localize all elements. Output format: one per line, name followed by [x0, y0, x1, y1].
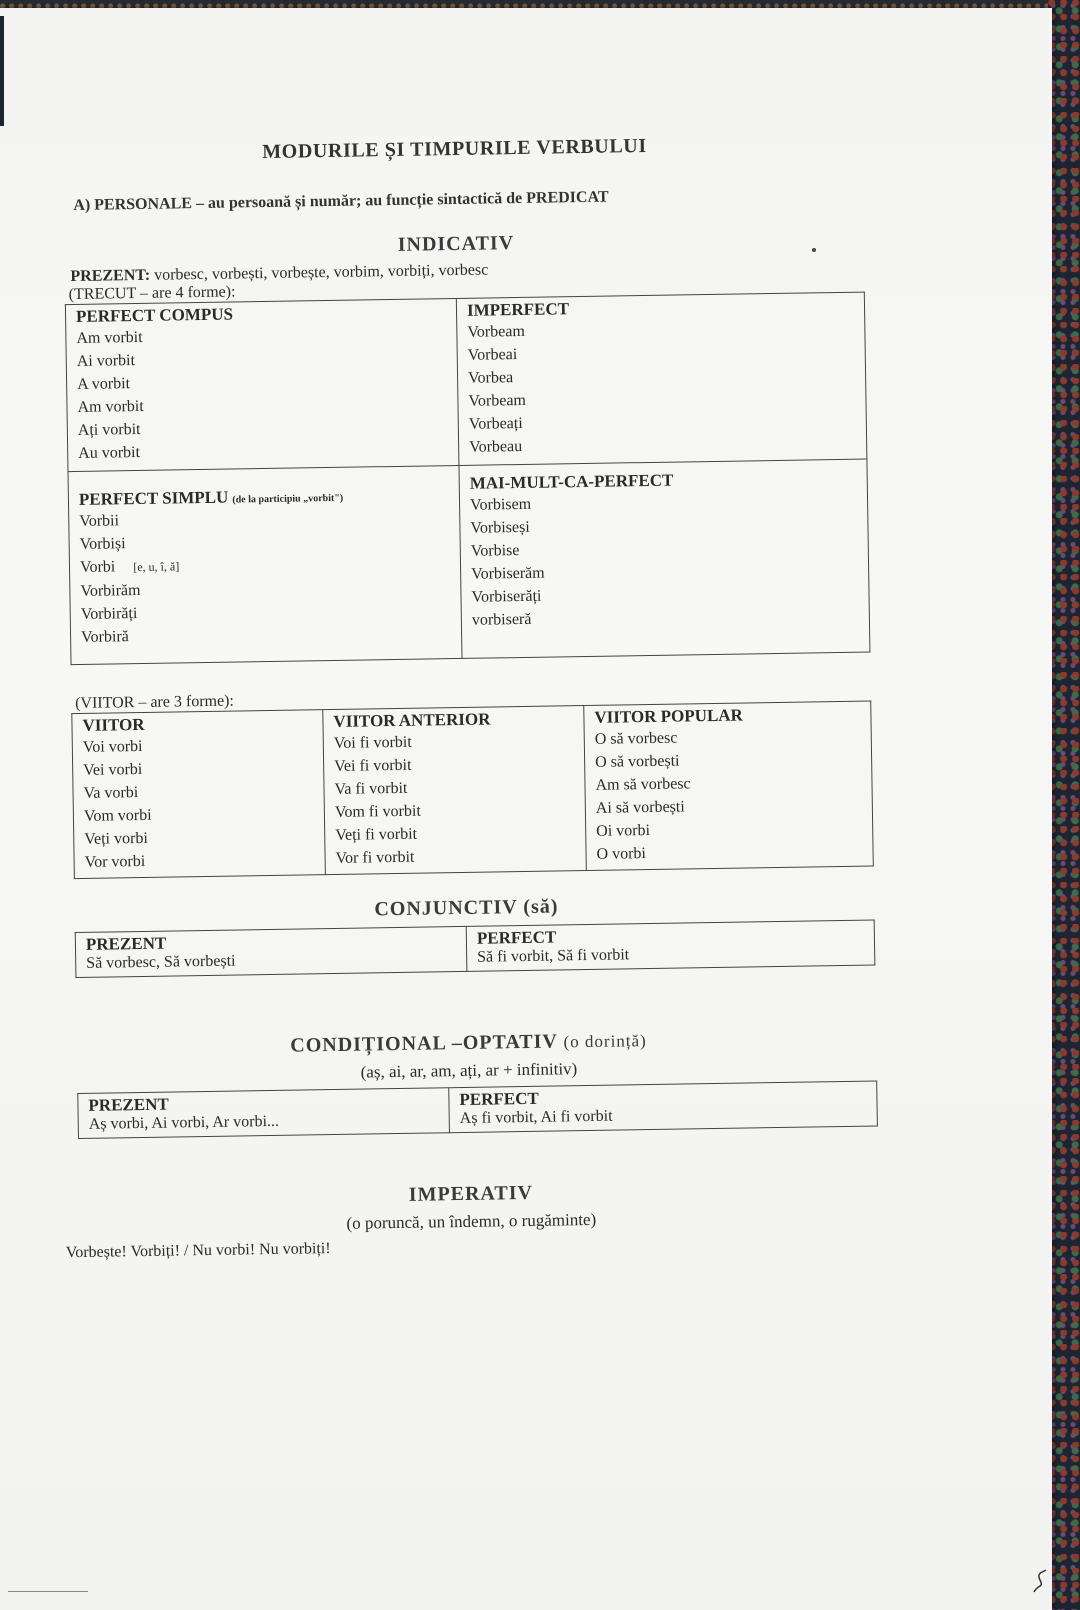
perfect-compus-form: Au vorbit	[78, 443, 141, 462]
paper-edge-shadow	[0, 16, 4, 126]
prezent-label: PREZENT:	[70, 266, 151, 286]
perfect-simplu-form: Vorbii	[79, 512, 120, 530]
document-title: MODURILE ȘI TIMPURILE VERBULUI	[262, 134, 647, 164]
conjunctiv-heading: CONJUNCTIV	[374, 896, 518, 921]
viitor-anterior-cell	[323, 706, 587, 875]
viitor-form: Vom vorbi	[83, 806, 152, 825]
viitor-table	[71, 701, 874, 880]
viitor-label: (VIITOR – are 3 forme):	[75, 692, 235, 713]
imperativ-heading: IMPERATIV	[408, 1181, 534, 1206]
conjunctiv-perfect-forms: Să fi vorbit, Să fi vorbit	[477, 946, 630, 966]
conditional-prezent-forms: Aș vorbi, Ai vorbi, Ar vorbi...	[88, 1112, 280, 1133]
conditional-perfect-forms: Aș fi vorbit, Ai fi vorbit	[459, 1107, 613, 1128]
paper-sheet	[0, 8, 1052, 1610]
carpet-background-right	[1048, 0, 1080, 1610]
imperativ-examples: Vorbește! Vorbiți! / Nu vorbi! Nu vorbiți!	[65, 1240, 331, 1262]
viitor-anterior-form: Vom fi vorbit	[334, 802, 421, 821]
mai-mult-ca-perfect-form: vorbiseră	[471, 610, 532, 629]
viitor-form: Vor vorbi	[84, 852, 146, 871]
document-content	[44, 112, 882, 1263]
conjunctiv-particle: (să)	[523, 895, 559, 919]
perfect-compus-form: Am vorbit	[76, 328, 143, 347]
pencil-mark-icon	[1030, 1568, 1050, 1598]
viitor-form: Voi vorbi	[82, 737, 143, 756]
viitor-popular-form: Oi vorbi	[596, 822, 651, 840]
conjunctiv-perfect-cell	[466, 920, 875, 971]
imperfect-form: Vorbeați	[468, 414, 523, 433]
perfect-compus-form: Ați vorbit	[77, 420, 141, 439]
mai-mult-ca-perfect-cell	[459, 459, 870, 658]
viitor-anterior-form: Voi fi vorbit	[333, 733, 412, 752]
perfect-simplu-title-text: PERFECT SIMPLU	[78, 487, 229, 509]
perfect-compus-form: Am vorbit	[77, 397, 144, 416]
conjunctiv-table	[75, 919, 876, 978]
imperfect-form: Vorbea	[467, 369, 514, 387]
viitor-anterior-form: Vei fi vorbit	[334, 756, 412, 775]
mai-mult-ca-perfect-form: Vorbiserăm	[471, 564, 545, 583]
conditional-note: (o dorință)	[563, 1031, 647, 1052]
perfect-simplu-form: Vorbirăm	[80, 581, 141, 600]
perfect-compus-form: Ai vorbit	[76, 352, 136, 370]
perfect-simplu-form: Vorbirăți	[80, 605, 138, 623]
indicativ-heading: INDICATIV	[397, 232, 515, 256]
trecut-label: (TRECUT – are 4 forme):	[68, 283, 236, 304]
conjunctiv-prezent-cell	[75, 926, 467, 977]
viitor-anterior-form: Va fi vorbit	[334, 779, 408, 798]
imperfect-title: IMPERFECT	[466, 299, 570, 320]
viitor-cell	[72, 710, 326, 879]
conditional-prezent-cell	[78, 1088, 450, 1139]
perfect-simplu-form: Vorbiși	[79, 535, 126, 553]
mai-mult-ca-perfect-title: MAI-MULT-CA-PERFECT	[469, 470, 674, 493]
perfect-simplu-note: (de la participiu „vorbit")	[232, 492, 344, 506]
conjunctiv-prezent-forms: Să vorbesc, Să vorbești	[86, 952, 236, 972]
perfect-simplu-form: Vorbiră	[80, 628, 129, 646]
ink-dot	[812, 248, 816, 252]
conditional-heading: CONDIȚIONAL –OPTATIV	[290, 1030, 558, 1057]
conditional-perfect-title: PERFECT	[459, 1088, 539, 1110]
viitor-popular-form: Ai să vorbești	[595, 798, 685, 817]
conjunctiv-perfect-title: PERFECT	[476, 927, 557, 948]
conditional-perfect-cell	[449, 1081, 878, 1133]
conjunctiv-prezent-title: PREZENT	[85, 933, 167, 954]
viitor-form: Veți vorbi	[84, 829, 148, 848]
viitor-form: Vei vorbi	[83, 760, 143, 779]
viitor-popular-title: VIITOR POPULAR	[594, 705, 744, 727]
conditional-prezent-title: PREZENT	[88, 1094, 169, 1115]
viitor-form: Va vorbi	[83, 784, 139, 802]
perfect-compus-form: A vorbit	[77, 375, 131, 393]
conditional-auxiliaries: (aș, ai, ar, am, ați, ar + infinitiv)	[360, 1059, 578, 1082]
perfect-compus-title: PERFECT COMPUS	[75, 304, 234, 326]
vowel-hint: [e, u, î, ă]	[133, 559, 180, 575]
trecut-table	[65, 292, 871, 666]
prezent-forms: vorbesc, vorbești, vorbește, vorbim, vorbiți, vorbesc	[154, 261, 489, 284]
viitor-anterior-form: Vor fi vorbit	[335, 848, 415, 867]
mai-mult-ca-perfect-form: Vorbiserăți	[471, 587, 542, 606]
viitor-popular-cell	[584, 701, 874, 870]
perfect-simplu-cell	[68, 465, 462, 664]
imperfect-form: Vorbeai	[467, 346, 518, 364]
conditional-table	[77, 1080, 878, 1139]
viitor-popular-form: O vorbi	[596, 845, 647, 863]
imperfect-cell	[456, 292, 867, 465]
perfect-simplu-form: Vorbi	[79, 558, 116, 576]
viitor-title: VIITOR	[82, 714, 145, 735]
viitor-anterior-form: Veți fi vorbit	[335, 825, 418, 844]
viitor-anterior-title: VIITOR ANTERIOR	[333, 709, 491, 731]
viitor-popular-form: Am să vorbesc	[595, 775, 691, 794]
mai-mult-ca-perfect-form: Vorbiseși	[470, 518, 530, 537]
mai-mult-ca-perfect-form: Vorbise	[470, 542, 520, 560]
imperfect-form: Vorbeam	[467, 322, 525, 341]
bottom-edge-stroke	[8, 1591, 88, 1592]
imperfect-form: Vorbeau	[469, 437, 523, 456]
mai-mult-ca-perfect-form: Vorbisem	[469, 495, 532, 514]
imperativ-note: (o poruncă, un îndemn, o rugăminte)	[346, 1209, 597, 1233]
perfect-compus-cell	[65, 298, 459, 471]
section-a-personale: A) PERSONALE – au persoană și număr; au funcție sintactică de PREDICAT	[73, 188, 609, 214]
imperfect-form: Vorbeam	[468, 391, 527, 410]
viitor-popular-form: O să vorbești	[595, 752, 680, 771]
viitor-popular-form: O să vorbesc	[594, 729, 678, 748]
